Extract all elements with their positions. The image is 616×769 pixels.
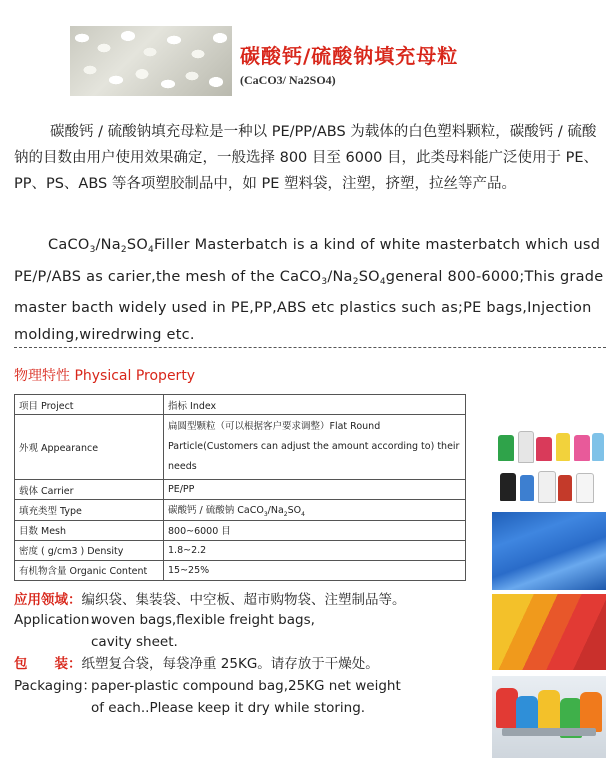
product-granules-photo [70, 26, 232, 96]
product-subtitle: (CaCO3/ Na2SO4) [240, 73, 336, 87]
table-cell: 项目 Project [15, 395, 164, 415]
table-cell: 外观 Appearance [15, 415, 164, 480]
table-cell: PE/PP [164, 480, 466, 500]
table-cell: 碳酸钙 / 硫酸钠 $CaCO_3/Na_2SO_4$ [164, 500, 466, 521]
table-cell: 15~25% [164, 560, 466, 580]
application-label-en: Application： [14, 612, 103, 628]
intro-english: $CaCO_3/Na_2SO_4Filler$ Masterbatch is a kind of white masterbatch which usd PE/P/ABS as carier,the mesh of the $CaCO_3/Na_2SO_4general$ 800-6000;This grade master bacth widely used in PE,PP,ABS etc plastics such as;PE bags,Injection molding,wiredrwing etc. [14, 237, 604, 343]
application-label-cn: 应用领域： [14, 592, 82, 608]
application-text-en: woven bags,flexible freight bags, [91, 612, 315, 628]
blue-film-photo [492, 512, 606, 590]
physical-property-heading: 物理特性 Physical Property [14, 368, 196, 384]
product-title: 碳酸钙/硫酸钠填充母粒 [240, 44, 459, 68]
packaging-english [14, 676, 401, 696]
table-cell: 载体 Carrier [15, 480, 164, 500]
table-row [15, 395, 466, 415]
application-text-en-2: cavity sheet. [91, 634, 178, 650]
table-row [15, 415, 466, 480]
application-text-cn: 编织袋、集装袋、中空板、超市购物袋、注塑制品等。 [81, 592, 406, 608]
table-cell: 密度 ( g/cm3 ) Density [15, 540, 164, 560]
table-row [15, 480, 466, 500]
application-chinese [14, 590, 406, 610]
packaging-label-cn: 包 装： [14, 656, 82, 672]
packaging-text-en: paper-plastic compound bag,25KG net weight [91, 678, 401, 694]
table-cell: 扁圆型颗粒（可以根据客户要求调整）Flat Round Particle(Customers can adjust the amount according to) their needs [164, 415, 466, 480]
intro-chinese: 碳酸钙 / 硫酸钠填充母粒是一种以 PE/PP/ABS 为载体的白色塑料颗粒，碳酸钙 / 硫酸钠的目数由用户使用效果确定，一般选择 800 目至 6000 目，此类母料能广泛使用于 PE、PP、PS、ABS 等各项塑胶制品中，如 PE 塑料袋，注塑，挤塑，拉丝等产品。 [14, 124, 599, 192]
plastic-chairs-photo [492, 676, 606, 758]
table-row [15, 520, 466, 540]
table-cell: 有机物含量 Organic Content [15, 560, 164, 580]
plastic-bags-photo [492, 427, 606, 509]
cavity-sheet-photo [492, 594, 606, 670]
physical-property-table [14, 394, 466, 581]
table-row [15, 540, 466, 560]
packaging-text-en-2: of each..Please keep it dry while storing. [91, 700, 366, 716]
table-cell: 目数 Mesh [15, 520, 164, 540]
table-row [15, 500, 466, 521]
packaging-chinese [14, 654, 379, 674]
table-cell: 指标 Index [164, 395, 466, 415]
packaging-label-en: Packaging： [14, 678, 97, 694]
table-cell: 800~6000 目 [164, 520, 466, 540]
table-cell: 1.8~2.2 [164, 540, 466, 560]
dashed-divider [14, 347, 606, 348]
application-english [14, 610, 315, 630]
packaging-text-cn: 纸塑复合袋，每袋净重 25KG。请存放于干燥处。 [81, 656, 379, 672]
table-row [15, 560, 466, 580]
table-cell: 填充类型 Type [15, 500, 164, 521]
